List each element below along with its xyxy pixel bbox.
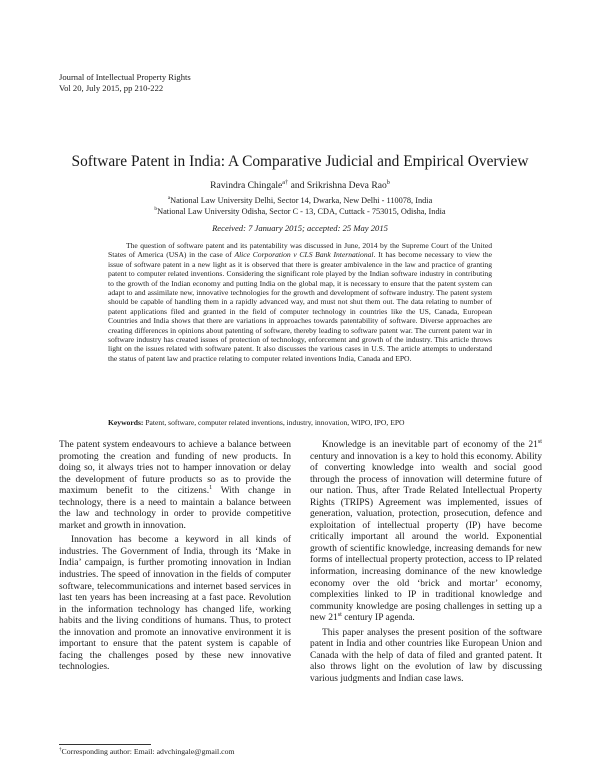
footnote-mark: † [59, 746, 62, 753]
abstract [108, 241, 492, 363]
body-column-left [59, 440, 291, 677]
affiliation-b-text: National Law University Odisha, Sector C - 13, CDA, Cuttack - 753015, Odisha, India [157, 207, 446, 216]
left-p1-text-b: With change in technology, there is a need to maintain a balance between the law and technology in order to provide competitive market and growth in innovation. [59, 486, 292, 531]
citation-1: 1 [209, 485, 213, 492]
journal-header [59, 72, 191, 93]
received-accepted-dates: Received: 7 January 2015; accepted: 25 May 2015 [212, 223, 388, 233]
journal-name: Journal of Intellectual Property Rights [59, 72, 191, 82]
abstract-part-1: The question of software patent and its patentability was discussed in June, 2014 by the Supreme Court of the United States of America (USA) in the case of [108, 241, 492, 260]
superscript-st-2: st [337, 612, 342, 619]
author-2-name: Srikrishna Deva Rao [306, 180, 387, 191]
superscript-st-1: st [537, 438, 542, 445]
author-1-mark: a† [282, 178, 289, 186]
body-paragraph: This paper analyses the present position of the software patent in India and other countries like European Union and Canada with the help of data of filed and granted patent. It also throws light on the evolution of law by discussing various judgments and Indian case laws. [310, 627, 542, 684]
author-conjunction: and [288, 180, 307, 191]
right-p1-text-c: century IP agenda. [341, 613, 415, 624]
body-paragraph [59, 440, 291, 532]
affiliation-b [0, 207, 600, 217]
footnote-divider [59, 744, 151, 745]
keywords-label: Keywords: [108, 418, 144, 427]
body-column-right [310, 440, 542, 688]
paper-title: Software Patent in India: A Comparative Judicial and Empirical Overview [71, 153, 529, 170]
keywords [108, 418, 508, 428]
affiliation-a-text: National Law University Delhi, Sector 14, Dwarka, New Delhi - 110078, India [170, 196, 433, 205]
author-line [0, 180, 600, 192]
right-p1-text-b: century and innovation is a key to hold this economy. Ability of converting knowledge into wealth and social good through the process of innovation will determine future of our nation. Thus, after Trade Related Intellectual Property Rights (TRIPS) Agreement was implemented, issues of generation, valuation, protection, prosecution, defence and exploitation of intellectual property (IP) have become critically important all around the world. Exponential growth of scientific knowledge, increasing demands for new forms of intellectual property protection, access to IP related information, increasing dominance of the new knowledge economy over the old ‘brick and mortar’ economy, complexities linked to IP in traditional knowledge and community knowledge are posing challenges in setting up a new 21 [310, 451, 542, 624]
left-p1-text-a: The patent system endeavours to achieve a balance between promoting the creation and funding of new products. In doing so, it always tries not to hamper innovation or delay the development of future products so as to provide the maximum benefit to the citizens. [59, 440, 291, 497]
author-2-mark: b [386, 178, 390, 186]
affiliation-b-mark: b [154, 206, 158, 213]
body-paragraph [310, 440, 542, 625]
author-1-name: Ravindra Chingale [210, 180, 283, 191]
footnote [59, 747, 235, 757]
affiliation-a-mark: a [167, 195, 171, 202]
keywords-text: Patent, software, computer related inventions, industry, innovation, WIPO, IPO, EPO [143, 418, 405, 427]
journal-issue: Vol 20, July 2015, pp 210-222 [59, 82, 164, 93]
abstract-part-2: . It has become necessary to view the issue of software patent in a new light as it is observed that there is greater ambivalence in the law and practice of granting patent to computer related inventions. Considering the significant role played by the Indian software industry in contributing to the growth of the Indian economy and putting India on the global map, it is necessary to ensure that the patent system can adapt to and assimilate new, innovative technologies for the growth and development of software industry. The patent system should be capable of handling them in a rapidly advanced way, and must not shut them out. The data relating to number of patent applications filed and granted in the field of computer technology in countries like the US, Canada, European Countries and India shows that there are variations in approaches towards patentability of software. Diverse approaches are creating differences in opinions about patenting of software, thereby leading to software patent war. The current patent war in software industry has created issues of protection of technology, enforcement and growth of the industry. This article throws light on the issues related with software patent. It also discusses the various cases in U.S. The article attempts to understand the status of patent law and practice relating to computer related inventions India, Canada and EPO. [108, 250, 492, 363]
abstract-case-name: Alice Corporation v CLS Bank International [234, 250, 374, 260]
body-paragraph: Innovation has become a keyword in all kinds of industries. The Government of India, through its ‘Make in India’ campaign, is further promoting innovation in Indian industries. The speed of innovation in the fields of computer software, telecommunications and internet based services in last ten years has been increasing at a fast pace. Revolution in the information technology has changed life, working habits and the living conditions of humans. Thus, to protect the innovation and promote an innovative environment it is important to ensure that the patent system is capable of facing the challenges posed by these new innovative technologies. [59, 535, 291, 673]
right-p1-text-a: Knowledge is an inevitable part of economy of the 21 [322, 440, 538, 450]
affiliation-a [0, 196, 600, 206]
footnote-text: Corresponding author: Email: advchingale@gmail.com [61, 747, 235, 756]
